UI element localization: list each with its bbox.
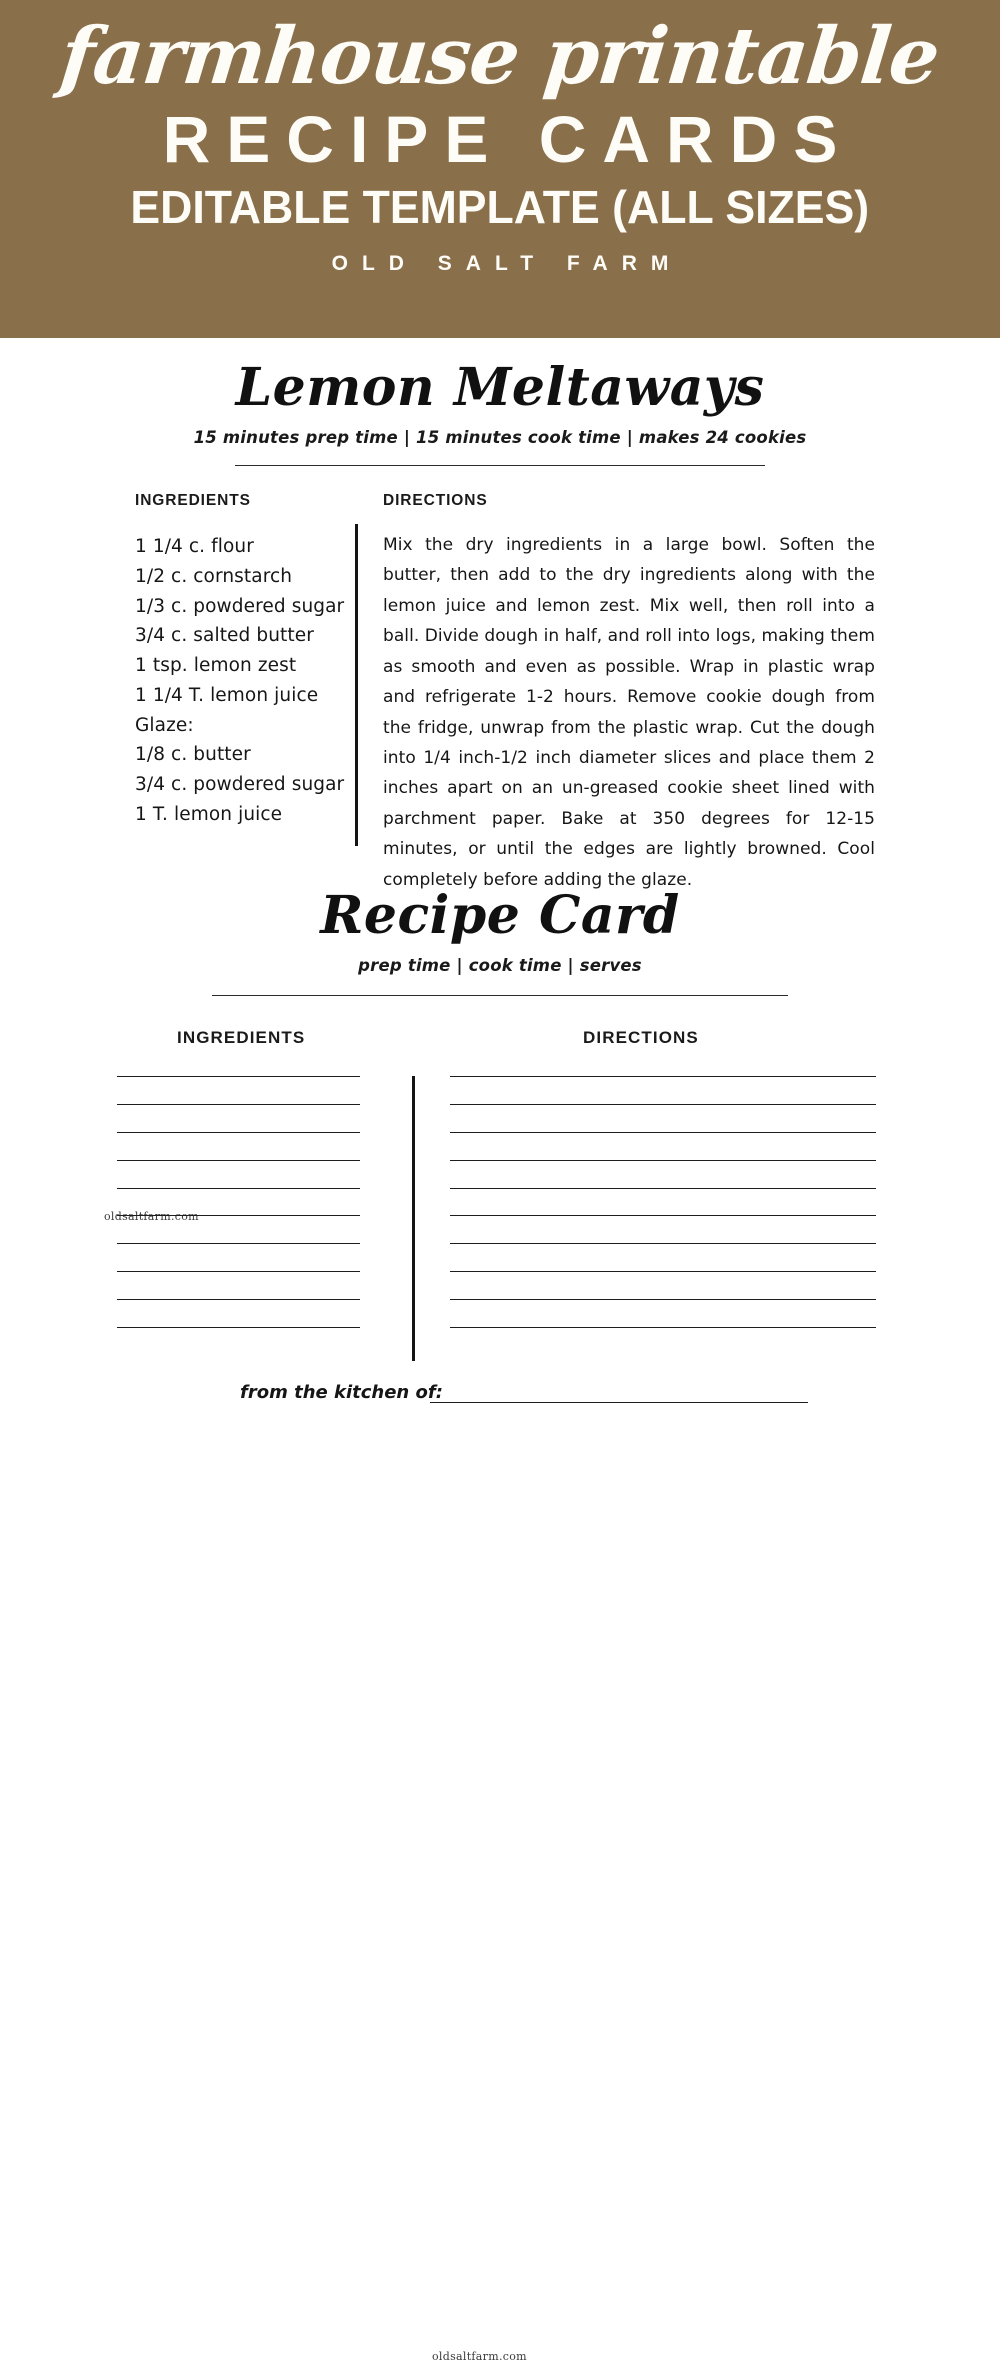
ingredient-item: 1 T. lemon juice [135,804,283,826]
watermark-top: oldsaltfarm.com [104,1210,199,1223]
direction-write-line[interactable] [450,1104,876,1105]
blank-card-title: Recipe Card [320,885,680,946]
direction-write-line[interactable] [450,1271,876,1272]
ingredients-list [135,532,365,830]
directions-column [383,492,875,895]
direction-write-line[interactable] [450,1076,876,1077]
ingredient-item: 1 1/4 T. lemon juice [135,684,319,706]
ingredient-write-line[interactable] [117,1132,360,1133]
ingredient-write-line[interactable] [117,1299,360,1300]
ingredient-item: 1 tsp. lemon zest [135,655,297,677]
banner-subtitle: EDITABLE TEMPLATE (ALL SIZES) [130,181,870,233]
header-banner [0,0,1000,338]
blank-card-meta: prep time | cook time | serves [358,956,642,975]
kitchen-of-input-line[interactable] [430,1402,808,1403]
watermark-bottom: oldsaltfarm.com [432,2350,527,2363]
banner-brand-name: OLD SALT FARM [331,252,683,275]
ingredient-write-line[interactable] [117,1188,360,1189]
ingredients-heading: INGREDIENTS [135,492,251,509]
ingredients-write-lines[interactable] [117,1076,360,1355]
directions-text: Mix the dry ingredients in a large bowl. Soften the butter, then add to the dry ingredients along with the lemon juice and lemon zest. Mix well, then roll into a ball. Divide dough in half, and roll into logs, making them as smooth and even as possible. Wrap in plastic wrap and refrigerate 1-2 hours. Remove cookie dough from the fridge, unwrap from the plastic wrap. Cut the dough into 1/4 inch-1/2 inch diameter slices and place them 2 inches apart on an un-greased cookie sheet lined with parchment paper. Bake at 350 degrees for 12-15 minutes, or until the edges are lightly browned. Cool completely before adding the glaze. [383,535,875,890]
ingredient-item: 1/3 c. powdered sugar [135,595,345,617]
blank-directions-heading: DIRECTIONS [583,1028,699,1047]
ingredient-write-line[interactable] [117,1104,360,1105]
ingredient-item: 1/2 c. cornstarch [135,565,293,587]
direction-write-line[interactable] [450,1215,876,1216]
blank-column-headings [0,1028,1000,1062]
direction-write-line[interactable] [450,1188,876,1189]
ingredient-write-line[interactable] [117,1215,360,1216]
recipe-content [0,492,1000,890]
blank-recipe-card [0,872,1000,2363]
ingredients-column [135,492,365,830]
kitchen-of-row [0,1382,1000,1428]
ingredient-write-line[interactable] [117,1243,360,1244]
direction-write-line[interactable] [450,1299,876,1300]
blank-writing-area [0,1076,1000,1366]
blank-title-divider-rule [212,995,788,996]
title-divider-rule [235,465,765,466]
direction-write-line[interactable] [450,1160,876,1161]
direction-write-line[interactable] [450,1243,876,1244]
recipe-title: Lemon Meltaways [235,357,765,418]
directions-heading: DIRECTIONS [383,492,488,509]
kitchen-of-label: from the kitchen of: [240,1382,443,1403]
banner-script-title: farmhouse printable [56,11,944,102]
blank-column-divider [412,1076,415,1361]
ingredient-write-line[interactable] [117,1327,360,1328]
banner-main-title: RECIPE CARDS [162,102,854,176]
ingredient-write-line[interactable] [117,1271,360,1272]
ingredient-item: 3/4 c. powdered sugar [135,774,345,796]
ingredient-item: Glaze: [135,714,194,736]
ingredient-write-line[interactable] [117,1076,360,1077]
directions-write-lines[interactable] [450,1076,876,1355]
direction-write-line[interactable] [450,1132,876,1133]
recipe-meta: 15 minutes prep time | 15 minutes cook time | makes 24 cookies [193,428,807,447]
ingredient-item: 3/4 c. salted butter [135,625,314,647]
ingredient-write-line[interactable] [117,1160,360,1161]
ingredient-item: 1 1/4 c. flour [135,536,254,557]
direction-write-line[interactable] [450,1327,876,1328]
blank-ingredients-heading: INGREDIENTS [177,1028,306,1047]
ingredient-item: 1/8 c. butter [135,744,251,766]
